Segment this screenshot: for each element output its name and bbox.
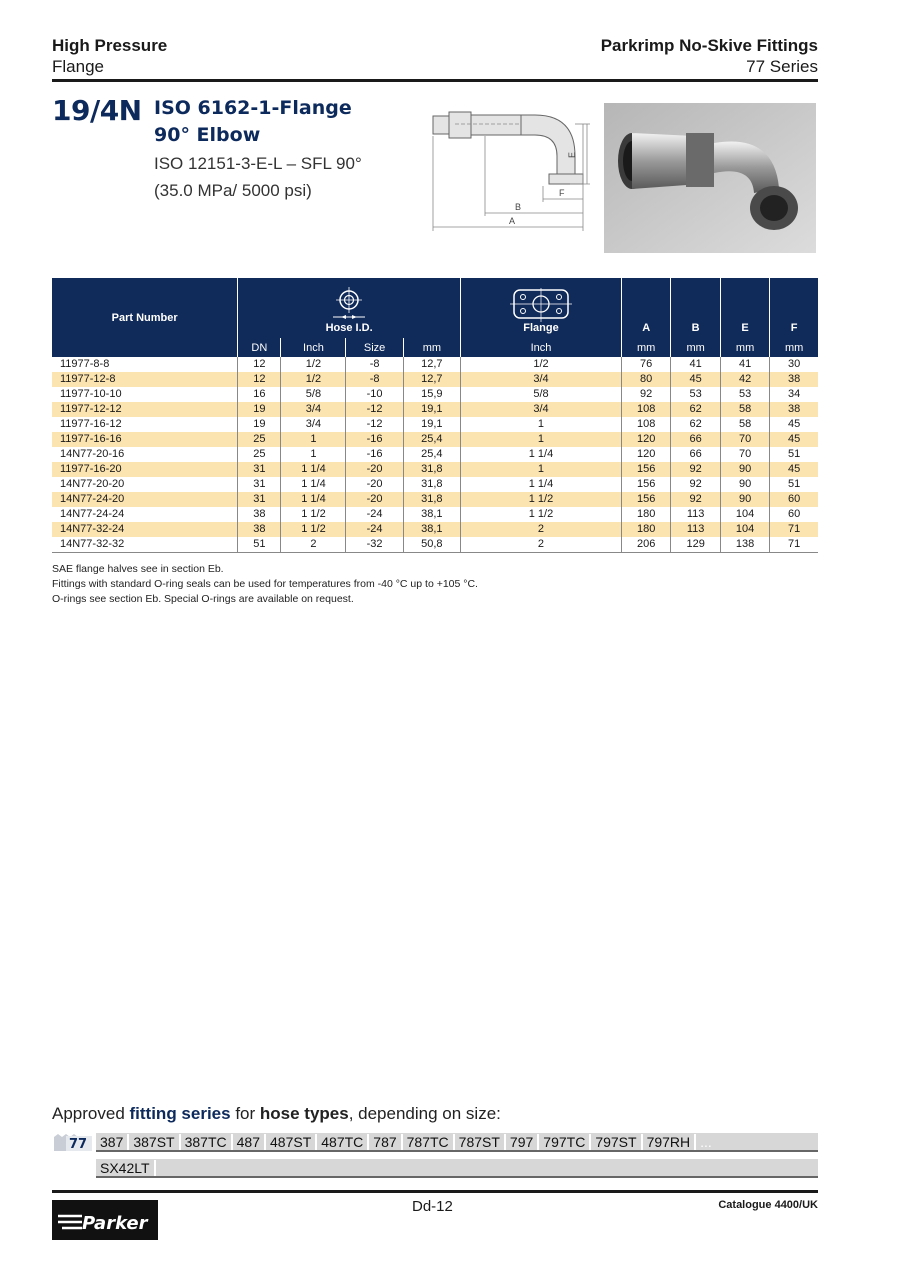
table-cell: 1 1/4 (281, 462, 346, 477)
table-cell: 31 (238, 462, 281, 477)
table-cell: 31 (238, 477, 281, 492)
hose-types-row-1 (96, 1133, 818, 1152)
table-cell: 19 (238, 402, 281, 417)
table-cell: 180 (621, 522, 670, 537)
table-cell: 25 (238, 447, 281, 462)
table-cell: 38 (238, 507, 281, 522)
table-cell: -16 (346, 447, 403, 462)
hose-type-item: 787TC (403, 1134, 455, 1150)
product-photo (604, 103, 816, 253)
hose-types-row-2 (96, 1159, 818, 1178)
table-cell: 25,4 (403, 447, 460, 462)
table-row (52, 507, 818, 522)
table-row (52, 462, 818, 477)
table-cell: 90 (720, 492, 769, 507)
table-body (52, 357, 818, 553)
table-cell: 1 1/4 (281, 477, 346, 492)
table-cell: 92 (671, 477, 720, 492)
table-cell: 3/4 (281, 402, 346, 417)
col-e-label: E (741, 322, 749, 334)
note-line: O-rings see section Eb. Special O-rings are available on request. (52, 593, 354, 605)
header-divider (52, 79, 818, 82)
table-cell: 12 (238, 372, 281, 387)
dim-label-a: A (509, 216, 516, 226)
table-row (52, 417, 818, 432)
table-cell: 70 (720, 432, 769, 447)
subheader-cell: DN (238, 338, 281, 357)
part-number-cell: 14N77-32-32 (52, 537, 238, 553)
hose-type-item: 487 (233, 1134, 266, 1150)
table-cell: 12,7 (403, 357, 460, 372)
hose-type-item: 387 (96, 1134, 129, 1150)
table-cell: 31,8 (403, 462, 460, 477)
table-cell: -20 (346, 462, 403, 477)
table-cell: 31,8 (403, 477, 460, 492)
table-cell: 50,8 (403, 537, 460, 553)
subheader-cell: Size (346, 338, 403, 357)
table-cell: -24 (346, 507, 403, 522)
approved-fitting-series: fitting series (129, 1104, 231, 1123)
table-cell: 1 1/4 (281, 492, 346, 507)
table-cell: 2 (461, 537, 622, 553)
col-a-label: A (642, 322, 651, 334)
part-number-cell: 14N77-20-16 (60, 448, 125, 460)
table-cell: 1 1/2 (461, 492, 622, 507)
note-line: SAE flange halves see in section Eb. (52, 563, 224, 575)
subheader-cell: mm (671, 338, 720, 357)
col-b (671, 278, 720, 338)
col-flange (461, 278, 622, 338)
hose-type-item: 797TC (539, 1134, 591, 1150)
subheader-cell: mm (770, 338, 818, 357)
table-cell: 80 (621, 372, 670, 387)
approved-hose-types: hose types (259, 1104, 349, 1123)
hose-type-item: 797RH (643, 1134, 697, 1150)
hose-type-item: 387TC (181, 1134, 233, 1150)
table-cell: 71 (770, 537, 818, 553)
table-cell: 1 1/2 (281, 522, 346, 537)
table-cell: 156 (621, 477, 670, 492)
col-b-label: B (691, 322, 700, 334)
table-cell: 156 (621, 462, 670, 477)
table-cell: 1/2 (461, 357, 622, 372)
approved-for: for (230, 1104, 260, 1123)
subheader-cell: Inch (461, 338, 622, 357)
table-cell: 1/2 (281, 372, 346, 387)
product-title-line2: 90° Elbow (154, 124, 261, 146)
table-cell: 3/4 (281, 417, 346, 432)
standard-spec: ISO 12151-3-E-L – SFL 90° (154, 154, 362, 173)
series-label: 77 Series (746, 57, 818, 76)
table-cell: -10 (346, 387, 403, 402)
col-f (770, 278, 818, 338)
table-cell: 104 (720, 522, 769, 537)
table-row (52, 492, 818, 507)
approved-suffix: , depending on size: (348, 1104, 501, 1123)
table-cell: 180 (621, 507, 670, 522)
table-cell: 60 (770, 507, 818, 522)
table-cell: 41 (671, 357, 720, 372)
subheader-cell: mm (403, 338, 460, 357)
table-row (52, 537, 818, 553)
table-cell: 38 (770, 402, 818, 417)
part-number-cell: 14N77-32-24 (52, 522, 238, 537)
table-cell: 206 (621, 537, 670, 553)
table-cell: 12,7 (403, 372, 460, 387)
table-cell: -12 (346, 402, 403, 417)
table-cell: 45 (770, 432, 818, 447)
series-77-tag-icon (52, 1133, 96, 1152)
table-cell: 70 (720, 447, 769, 462)
table-cell: 5/8 (461, 387, 622, 402)
page-number: Dd-12 (412, 1198, 453, 1215)
table-cell: 90 (720, 462, 769, 477)
table-row (52, 402, 818, 417)
table-row (52, 387, 818, 402)
series-tag-text: 77 (69, 1137, 88, 1152)
hose-type-item: 487ST (266, 1134, 317, 1150)
part-number-cell: 14N77-20-20 (60, 478, 125, 490)
table-cell: 62 (671, 417, 720, 432)
table-cell: 51 (770, 447, 818, 462)
section-subtitle: Flange (52, 57, 104, 76)
dim-label-b: B (515, 202, 522, 212)
technical-drawing (425, 96, 590, 236)
part-number-cell: 14N77-24-20 (52, 492, 238, 507)
table-row (52, 357, 818, 372)
table-cell: 41 (720, 357, 769, 372)
table-cell: 1 (281, 432, 346, 447)
table-cell: 108 (621, 402, 670, 417)
table-cell: 60 (770, 492, 818, 507)
table-cell: -12 (346, 417, 403, 432)
part-number-cell: 11977-12-12 (52, 402, 238, 417)
product-code: 19/4N (52, 94, 142, 127)
table-cell: 38,1 (403, 522, 460, 537)
table-cell: 62 (671, 402, 720, 417)
table-cell: 108 (621, 417, 670, 432)
product-title-line1: ISO 6162-1-Flange (154, 97, 352, 119)
table-cell: 51 (770, 477, 818, 492)
section-title: High Pressure (52, 36, 168, 55)
table-cell: 71 (770, 522, 818, 537)
table-cell: 38,1 (403, 507, 460, 522)
table-cell: 3/4 (461, 402, 622, 417)
dimensions-table (52, 278, 818, 553)
table-row (52, 477, 818, 492)
table-cell: 1 (281, 447, 346, 462)
part-number-cell: 11977-8-8 (60, 358, 110, 370)
table-cell: 53 (671, 387, 720, 402)
table-cell: 30 (770, 357, 818, 372)
table-cell: 92 (671, 492, 720, 507)
table-cell: 25,4 (403, 432, 460, 447)
approved-series-heading (52, 1104, 501, 1124)
table-cell: 38 (770, 372, 818, 387)
parker-logo (52, 1200, 158, 1240)
table-cell: 58 (720, 417, 769, 432)
table-cell: 113 (671, 507, 720, 522)
hose-id-label: Hose I.D. (325, 322, 373, 334)
product-line-title: Parkrimp No-Skive Fittings (600, 36, 818, 55)
table-cell: 5/8 (281, 387, 346, 402)
col-e (720, 278, 769, 338)
table-cell: 15,9 (403, 387, 460, 402)
table-cell: 34 (770, 387, 818, 402)
table-cell: -20 (346, 492, 403, 507)
logo-text: Parker (82, 1213, 148, 1234)
subheader-cell: Inch (281, 338, 346, 357)
table-cell: 45 (770, 417, 818, 432)
table-cell: 25 (238, 432, 281, 447)
table-cell: 1/2 (281, 357, 346, 372)
hose-type-item: 797ST (591, 1134, 642, 1150)
table-cell: 90 (720, 477, 769, 492)
table-cell: -24 (346, 522, 403, 537)
note-line: Fittings with standard O-ring seals can be used for temperatures from -40 °C up to +105 °C. (52, 578, 478, 590)
part-number-cell: 11977-16-20 (52, 462, 238, 477)
table-cell: 12 (238, 357, 281, 372)
table-cell: 1 1/4 (461, 447, 622, 462)
table-cell: 1 (461, 417, 622, 432)
col-a (621, 278, 670, 338)
hose-type-item: 487TC (317, 1134, 369, 1150)
table-cell: -8 (346, 372, 403, 387)
table-cell: -20 (346, 477, 403, 492)
part-number-cell: 11977-12-8 (52, 372, 238, 387)
table-row (52, 432, 818, 447)
col-f-label: F (790, 322, 798, 334)
flange-icon (510, 288, 572, 322)
table-cell: 1 (461, 432, 622, 447)
table-cell: 19,1 (403, 417, 460, 432)
hose-type-item: SX42LT (96, 1160, 156, 1176)
col-hose-id (238, 278, 461, 338)
part-number-cell: 11977-16-12 (60, 418, 122, 430)
pressure-rating: (35.0 MPa/ 5000 psi) (154, 181, 312, 200)
hose-type-item: 797 (506, 1134, 539, 1150)
table-cell: 31 (238, 492, 281, 507)
table-cell: 2 (461, 522, 622, 537)
table-cell: 104 (720, 507, 769, 522)
table-cell: 42 (720, 372, 769, 387)
catalogue-number: Catalogue 4400/UK (718, 1199, 818, 1211)
table-cell: 120 (621, 447, 670, 462)
dim-label-e: E (567, 151, 577, 158)
flange-label: Flange (523, 322, 559, 334)
table-cell: -32 (346, 537, 403, 553)
table-cell: 138 (720, 537, 769, 553)
col-part-number: Part Number (52, 278, 238, 357)
table-cell: 1 1/4 (461, 477, 622, 492)
table-row (52, 372, 818, 387)
table-cell: 45 (671, 372, 720, 387)
table-cell: 92 (671, 462, 720, 477)
table-cell: -16 (346, 432, 403, 447)
table-cell: 120 (621, 432, 670, 447)
table-row (52, 522, 818, 537)
table-cell: 66 (671, 432, 720, 447)
approved-prefix: Approved (52, 1104, 130, 1123)
table-cell: 113 (671, 522, 720, 537)
part-number-cell: 14N77-24-24 (60, 508, 125, 520)
hose-id-icon (329, 286, 369, 322)
table-cell: 76 (621, 357, 670, 372)
table-cell: -8 (346, 357, 403, 372)
table-cell: 2 (281, 537, 346, 553)
header-right (601, 35, 818, 77)
hose-type-more: ... (700, 1133, 712, 1150)
table-cell: 3/4 (461, 372, 622, 387)
hose-type-item: 787ST (455, 1134, 506, 1150)
header-left (52, 35, 167, 77)
notes-block (52, 562, 478, 607)
table-cell: 19 (238, 417, 281, 432)
table-cell: 45 (770, 462, 818, 477)
table-cell: 16 (238, 387, 281, 402)
table-row (52, 447, 818, 462)
subheader-cell: mm (720, 338, 769, 357)
part-number-cell: 11977-16-16 (52, 432, 238, 447)
table-cell: 38 (238, 522, 281, 537)
table-cell: 51 (238, 537, 281, 553)
table-cell: 129 (671, 537, 720, 553)
hose-type-item: 387ST (129, 1134, 180, 1150)
subheader-cell: mm (621, 338, 670, 357)
table-cell: 66 (671, 447, 720, 462)
table-cell: 19,1 (403, 402, 460, 417)
table-cell: 58 (720, 402, 769, 417)
part-number-cell: 11977-10-10 (60, 388, 122, 400)
footer-divider (52, 1190, 818, 1193)
table-cell: 156 (621, 492, 670, 507)
table-cell: 1 1/2 (461, 507, 622, 522)
table-cell: 53 (720, 387, 769, 402)
hose-type-item: 787 (369, 1134, 402, 1150)
table-cell: 92 (621, 387, 670, 402)
table-cell: 31,8 (403, 492, 460, 507)
table-cell: 1 (461, 462, 622, 477)
table-cell: 1 1/2 (281, 507, 346, 522)
dim-label-f: F (559, 188, 565, 198)
